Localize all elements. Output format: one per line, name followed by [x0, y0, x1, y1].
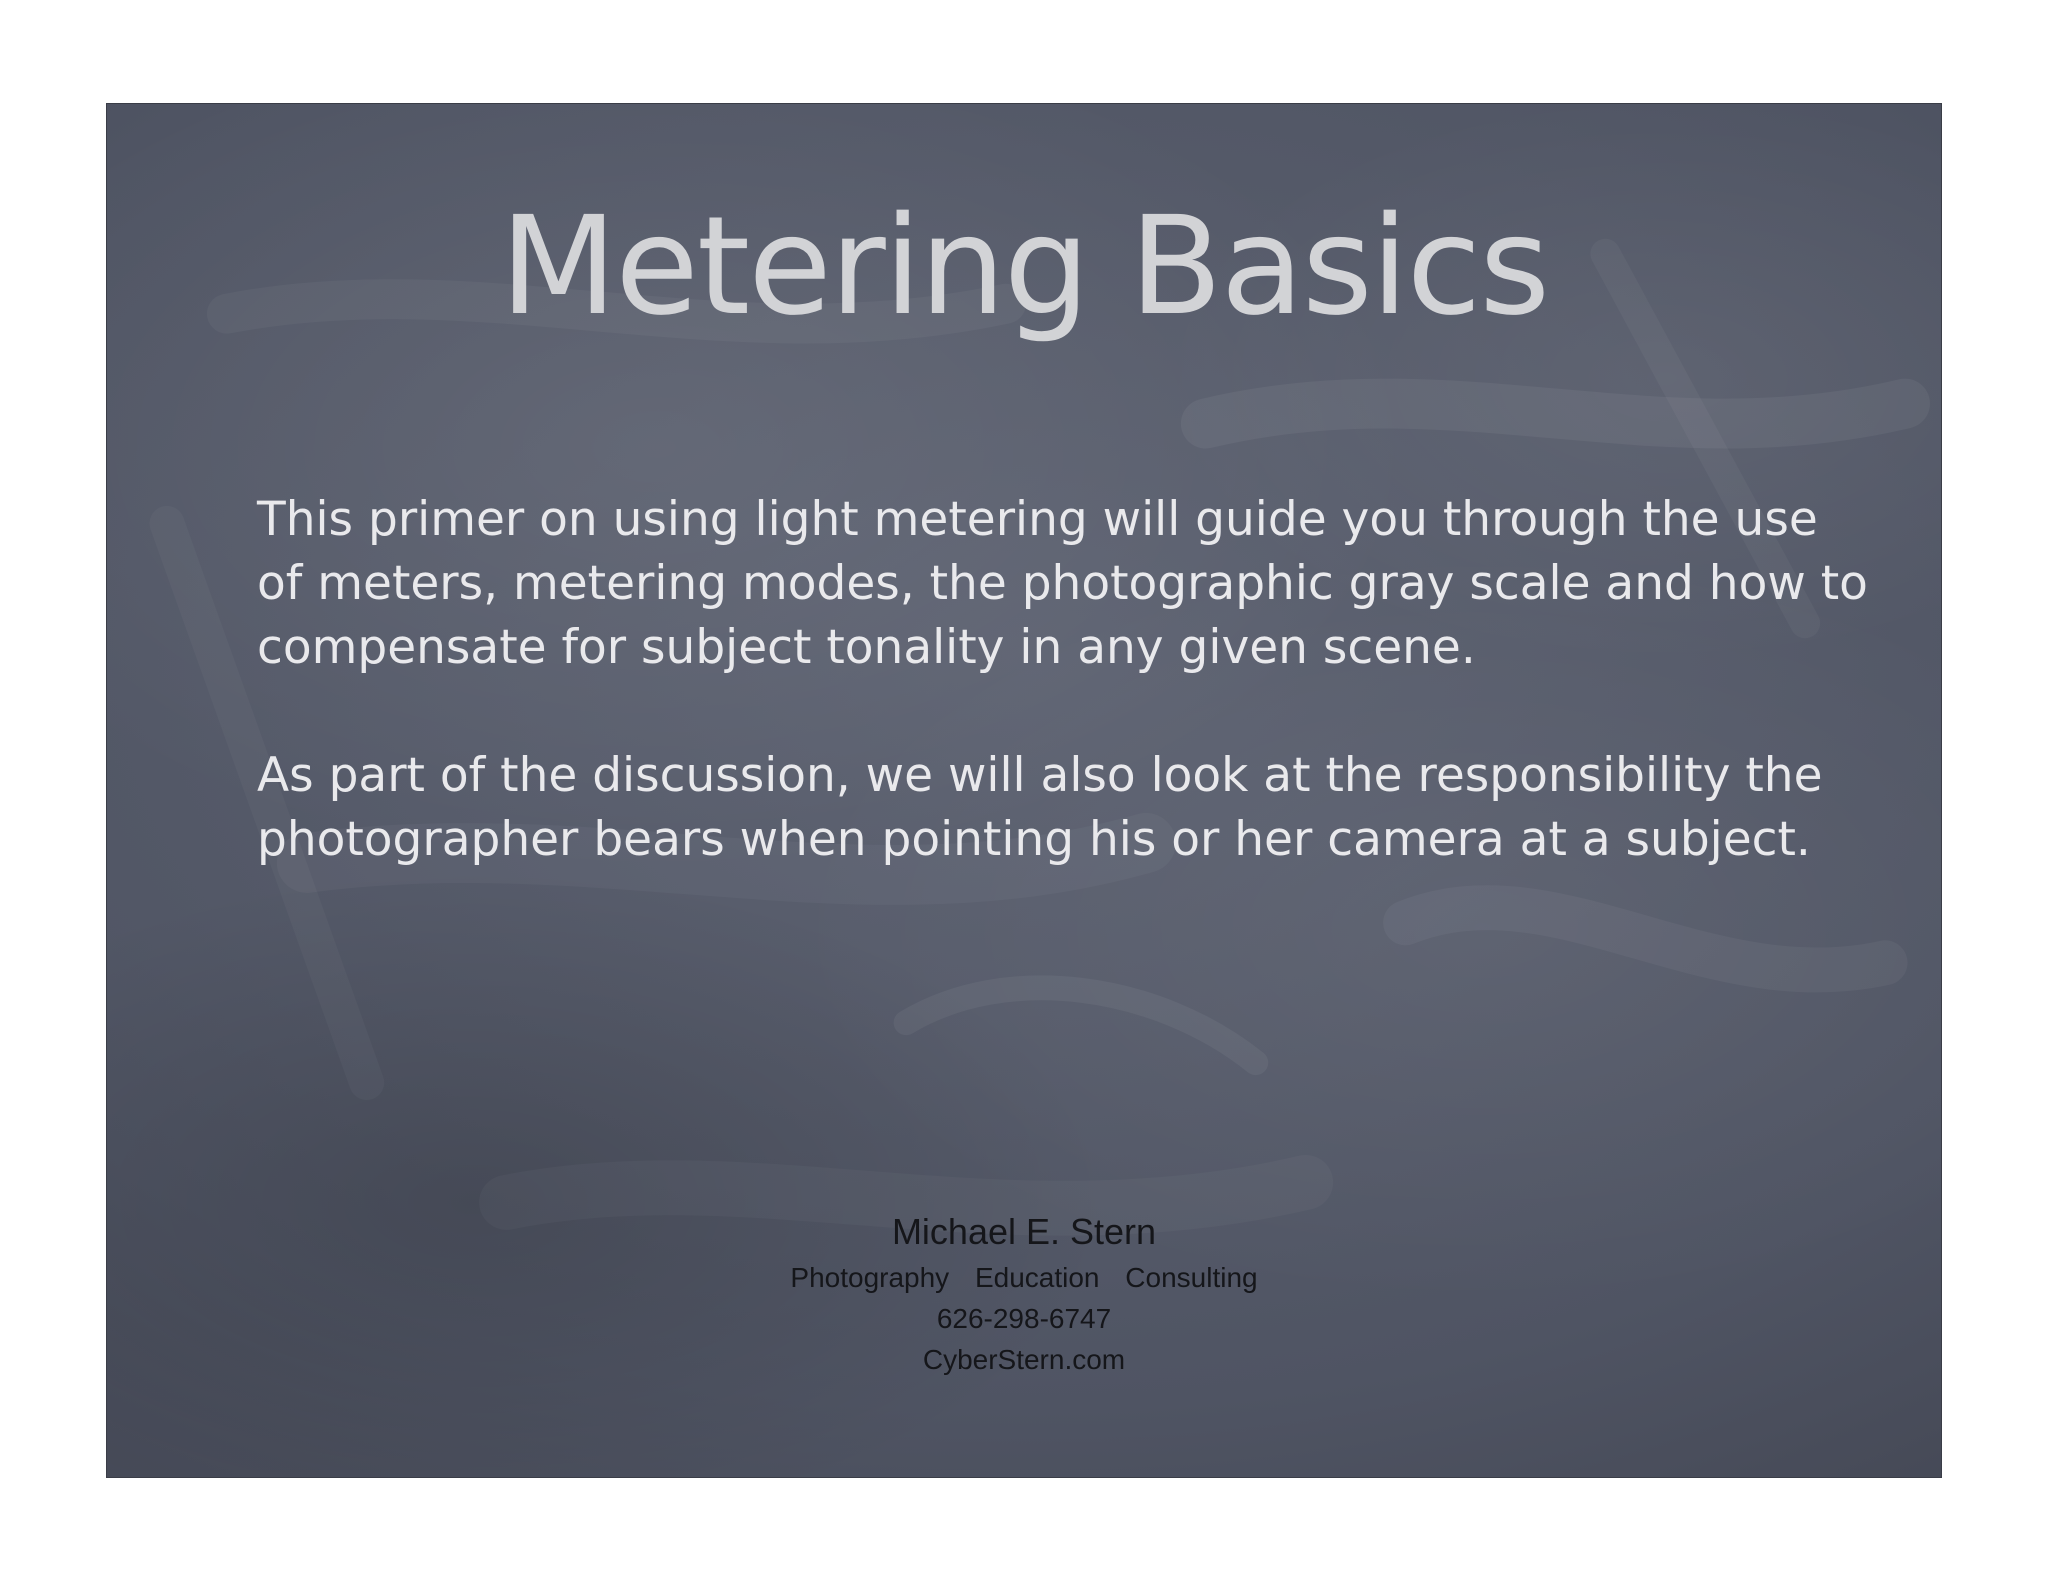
- slide-title: Metering Basics: [499, 188, 1549, 346]
- service-education: Education: [974, 1262, 1100, 1293]
- service-consulting: Consulting: [1125, 1262, 1258, 1293]
- service-photography: Photography: [790, 1262, 950, 1293]
- services-line: [107, 1257, 1941, 1298]
- author-footer: [107, 1207, 1941, 1380]
- website: CyberStern.com: [922, 1344, 1126, 1375]
- phone-number: 626-298-6747: [936, 1303, 1112, 1334]
- slide: [106, 103, 1942, 1478]
- discussion-paragraph: As part of the discussion, we will also look at the responsibility the photographer bears when pointing his or her camera at a subject.: [257, 748, 1823, 867]
- author-name: Michael E. Stern: [891, 1211, 1157, 1252]
- intro-paragraph: This primer on using light metering will guide you through the use of meters, metering modes, the photographic gray scale and how to compensate for subject tonality in any given scene.: [257, 492, 1868, 675]
